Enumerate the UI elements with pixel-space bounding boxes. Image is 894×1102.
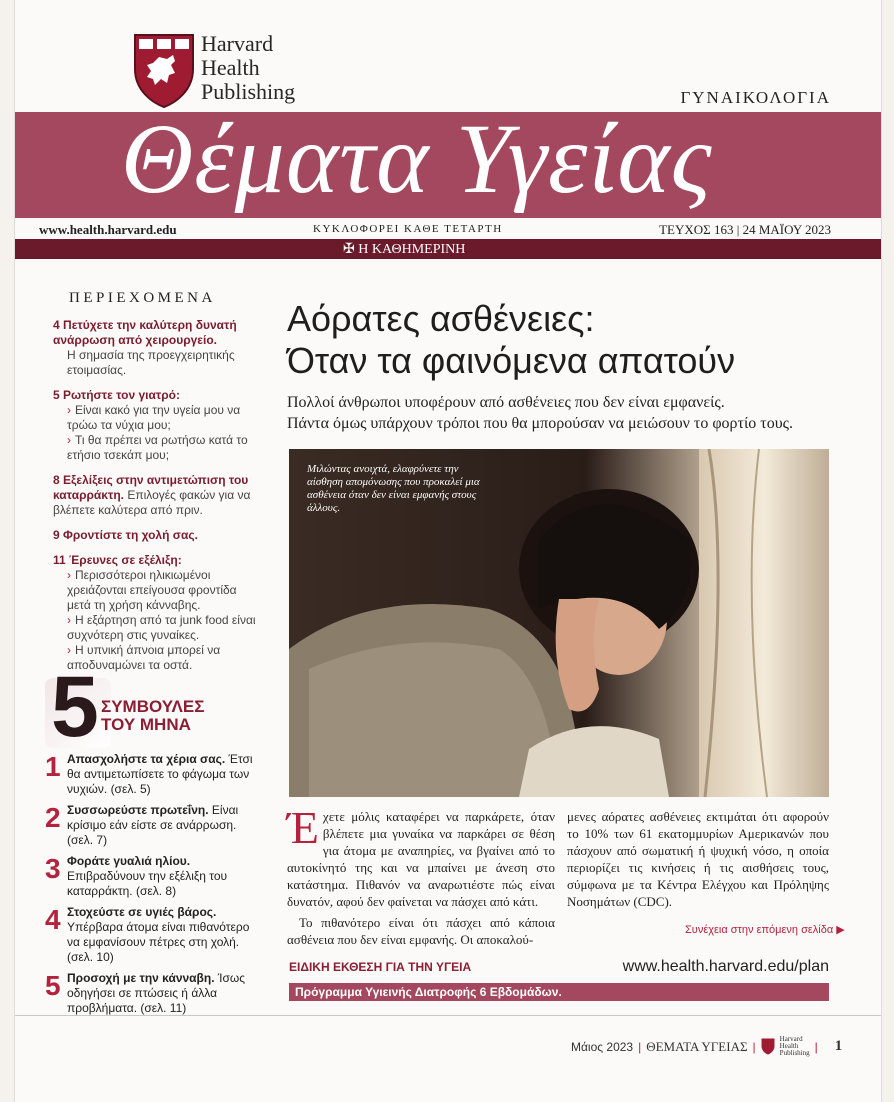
triangle-right-icon: ▶ <box>836 924 845 936</box>
toc-bullet <box>53 613 263 643</box>
article-column-2 <box>567 808 829 910</box>
tip-title: Απασχολήστε τα χέρια σας. <box>67 752 226 766</box>
toc-bullet-text: Η εξάρτηση από τα junk food είναι συχνότερη στις γυναίκες. <box>67 613 256 642</box>
continue-link[interactable] <box>685 923 845 936</box>
tip-number: 1 <box>45 751 61 782</box>
newspaper-name <box>343 241 465 258</box>
program-label[interactable]: Πρόγραμμα Υγιεινής Διατροφής 6 Εβδομάδων. <box>295 985 562 999</box>
toc-bullet <box>53 403 263 433</box>
publisher-line-2: Health <box>201 55 260 80</box>
issue-date: 24 ΜΑΪΟΥ 2023 <box>742 222 831 237</box>
release-note: ΚΥΚΛΟΦΟΡΕΙ ΚΑΘΕ ΤΕΤΑΡΤΗ <box>313 223 503 235</box>
footer-logo-line-1: Harvard <box>779 1035 803 1043</box>
article-paragraph-3: μενες αόρατες ασθένειες εκτιμάται ότι αφορούν το 10% των 61 εκατομμυρίων Αμερικανών που πάσχουν από σωματική ή ψυχική νόσο, η οποία περιορίζει τις κινήσεις ή τις αισθήσεις τους, σύμφωνα με τα Κέντρα Ελέγχου και Πρόληψης Νοσημάτων (CDC). <box>567 809 829 909</box>
article-paragraph-2: Το πιθανότερο είναι ότι πάσχει από κάποια ασθένεια που δεν είναι εμφανής. Οι αποκαλού- <box>287 915 555 947</box>
toc-bullet-text: Τι θα πρέπει να ρωτήσω κατά το ετήσιο τσεκάπ μου; <box>67 433 248 462</box>
special-report-url[interactable]: www.health.harvard.edu/plan <box>622 958 829 975</box>
tips-heading-line-1: ΣΥΜΒΟΥΛΕΣ <box>101 697 205 716</box>
publisher-line-1: Harvard <box>201 31 274 56</box>
toc-title: Πετύχετε την καλύτερη δυνατή ανάρρωση από χειρουργείο. <box>53 318 237 347</box>
toc-bullet <box>53 568 263 613</box>
article-lead-line-1: Πολλοί άνθρωποι υποφέρουν από ασθένειες που δεν είναι εμφανείς. <box>287 394 725 411</box>
toc-item[interactable] <box>53 473 263 518</box>
tips-heading <box>101 698 204 734</box>
website-link[interactable]: www.health.harvard.edu <box>39 222 177 237</box>
toc-item[interactable] <box>53 553 263 673</box>
tip-body: Υπέρβαρα άτομα είναι πιθανότερο να εμφανίσουν πέτρες στη χολή. (σελ. 10) <box>67 920 250 964</box>
tip-item <box>45 803 265 848</box>
tip-body: Είναι κρίσιμο εάν είστε σε ανάρρωση. (σελ. 7) <box>67 803 239 847</box>
tip-item <box>45 905 265 965</box>
tip-number: 4 <box>45 904 61 935</box>
drop-cap: Έ <box>287 802 319 853</box>
tip-number: 5 <box>45 970 61 1001</box>
footer-month: Μάιος 2023 <box>571 1039 634 1054</box>
footer-logo-line-3: Publishing <box>779 1049 810 1057</box>
toc-bullet-text: Είναι κακό για την υγεία μου να τρώω τα νύχια μου; <box>67 403 241 432</box>
bullet-icon: › <box>67 403 71 417</box>
toc-page-number: 8 <box>53 473 60 487</box>
toc-title: Φροντίστε τη χολή σας. <box>63 528 198 542</box>
toc-bullet <box>53 433 263 463</box>
toc-title: Εξελίξεις στην αντιμετώπιση του καταρράκτη. <box>53 473 249 502</box>
tip-number: 3 <box>45 853 61 884</box>
article-title-line-2: Όταν τα φαινόμενα απατούν <box>287 340 736 381</box>
footer-separator: | <box>752 1039 756 1054</box>
footer-separator: | <box>638 1039 642 1054</box>
masthead-title: Θέματα Υγείας <box>121 103 713 214</box>
tip-body: Ίσως οδηγήσει σε πτώσεις ή άλλα προβλήματα. (σελ. 11) <box>67 971 246 1015</box>
toc-heading: ΠΕΡΙΕΧΟΜΕΝΑ <box>69 290 216 306</box>
toc-list <box>53 318 263 673</box>
toc-title: Ρωτήστε τον γιατρό: <box>63 388 180 402</box>
publisher-line-3: Publishing <box>201 79 296 104</box>
footer-logo-text <box>780 1036 810 1057</box>
continue-text: Συνέχεια στην επόμενη σελίδα <box>685 924 834 936</box>
toc-item[interactable] <box>53 318 263 378</box>
tip-body: Έτσι θα αντιμετωπίσετε το φάγωμα των νυχιών. (σελ. 5) <box>67 752 253 796</box>
toc-bullet-text: Η υπνική άπνοια μπορεί να αποδυναμώνει τα οστά. <box>67 643 221 672</box>
tip-item <box>45 971 265 1016</box>
footer-divider <box>15 1015 881 1016</box>
article-paragraph-1 <box>287 802 555 910</box>
article-column-1 <box>287 802 555 948</box>
bullet-icon: › <box>67 568 71 582</box>
tip-item <box>45 854 265 899</box>
photo-caption: Μιλώντας ανοιχτά, ελαφρύνετε την αίσθηση απομόνωσης που προκαλεί μια ασθένεια όταν δεν είναι εμφανής στους άλλους. <box>307 463 480 514</box>
tips-heading-line-2: ΤΟΥ ΜΗΝΑ <box>101 715 191 734</box>
footer-logo-line-2: Health <box>779 1042 799 1050</box>
toc-description: Η σημασία της προεγχειρητικής ετοιμασίας. <box>67 348 235 377</box>
toc-page-number: 5 <box>53 388 60 402</box>
harvard-shield-logo <box>133 33 195 109</box>
toc-page-number: 11 <box>53 553 66 567</box>
bullet-icon: › <box>67 643 71 657</box>
toc-item[interactable] <box>53 528 263 543</box>
tips-list <box>45 752 265 1016</box>
footer-shield-icon <box>761 1038 775 1055</box>
magazine-page <box>14 0 882 1102</box>
article-title-line-1: Αόρατες ασθένειες: <box>287 298 595 339</box>
toc-page-number: 4 <box>53 318 60 332</box>
article-lead-line-2: Πάντα όμως υπάρχουν τρόποι που θα μπορούσαν να μειώσουν το φορτίο τους. <box>287 415 793 432</box>
paragraph-text: χετε μόλις καταφέρει να παρκάρετε, όταν βλέπετε μια γυναίκα να παρκάρει σε θέση για άτομα με αναπηρίες, να βγαίνει από το αυτοκίνητό της και να μπαίνει με άνεση στο κατάστημα. Πιθανόν να αναρωτιέστε πώς είναι δυνατόν, αφού δεν φαίνεται να πάσχει από κάτι. <box>287 809 555 909</box>
tip-body: Επιβραδύνουν την εξέλιξη του καταρράκτη. (σελ. 8) <box>67 869 228 898</box>
bullet-icon: › <box>67 433 71 447</box>
footer-info <box>571 1036 842 1057</box>
footer-separator: | <box>814 1039 818 1054</box>
toc-page-number: 9 <box>53 528 60 542</box>
tip-title: Φοράτε γυαλιά ηλίου. <box>67 854 191 868</box>
toc-description: Επιλογές φακών για να βλέπετε καλύτερα από πριν. <box>53 488 251 517</box>
publisher-name <box>201 32 295 104</box>
toc-item[interactable] <box>53 388 263 463</box>
page-number: 1 <box>834 1038 843 1054</box>
issue-info: ΤΕΥΧΟΣ 163 | 24 ΜΑΪΟΥ 2023 <box>659 222 831 237</box>
tip-title: Στοχεύστε σε υγιές βάρος. <box>67 905 217 919</box>
category-label: ΓΥΝΑΙΚΟΛΟΓΙΑ <box>680 88 831 107</box>
issue-number: ΤΕΥΧΟΣ 163 <box>659 222 734 237</box>
footer-title: ΘΕΜΑΤΑ ΥΓΕΙΑΣ <box>646 1038 748 1054</box>
special-report-label: ΕΙΔΙΚΗ ΕΚΘΕΣΗ ΓΙΑ ΤΗΝ ΥΓΕΙΑ <box>289 960 472 974</box>
article-lead <box>287 392 793 434</box>
tips-big-number: 5 <box>51 659 99 755</box>
toc-bullet-text: Περισσότεροι ηλικιωμένοι χρειάζονται επείγουσα φροντίδα μετά τη χρήση κάνναβης. <box>67 568 237 612</box>
newspaper-icon: ✠ <box>343 242 359 257</box>
newspaper-label: Η ΚΑΘΗΜΕΡΙΝΗ <box>358 242 466 257</box>
article-title <box>287 298 735 382</box>
tip-item <box>45 752 265 797</box>
tip-title: Προσοχή με την κάνναβη. <box>67 971 215 985</box>
toc-title: Έρευνες σε εξέλιξη: <box>69 553 182 567</box>
tip-number: 2 <box>45 802 61 833</box>
tip-title: Συσσωρεύστε πρωτεΐνη. <box>67 803 209 817</box>
bullet-icon: › <box>67 613 71 627</box>
